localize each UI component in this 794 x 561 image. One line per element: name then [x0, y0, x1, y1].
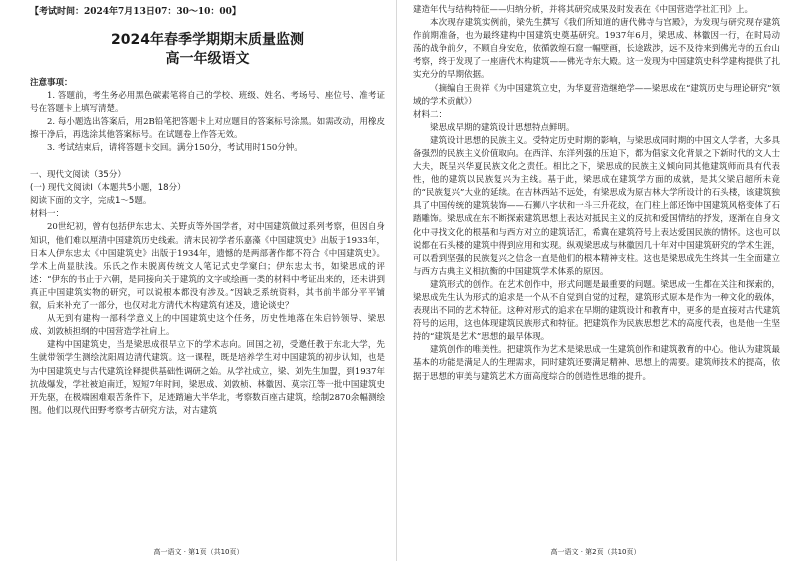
page-footer: 高一语文 · 第2页（共10页）	[550, 548, 641, 556]
notice-heading: 注意事项：	[30, 78, 73, 88]
passage-paragraph: 建构中国建筑史，当是梁思成很早立下的学术志向。回国之初，受邀任教于东北大学，先生就带领学生测绘沈阳周边清代建筑。这一课程，既是培养学生对中国建筑的初步认知，也是为中国建筑史与古代建筑诠释提供基础性调研之始。从学社成立，梁、刘先生加盟，到1937年抗战爆发，学社被迫南迁，短短7年时间，梁思成、刘敦桢、林徽因、莫宗江等一批中国建筑史开先驱，在极端困难艰苦条件下，足迹踏遍大半华北，考察数百座古建筑，绘制2870余幅测绘图。他们以现代田野考察考古研究方法，对古建筑	[30, 340, 385, 416]
passage-paragraph: 20世纪初，曾有包括伊东忠太、关野贞等外国学者，对中国建筑做过系列考察，但因自身知识，他们难以厘清中国建筑历史线索。清末民初学者乐嘉藻《中国建筑史》出版于1933年，日本人伊东忠太《中国建筑史》出版于1934年，遗憾的是两部著作都不符合《中国建筑史》。学术上尚显肤浅。乐氏之作未脱离传统文人笔记式史学窠臼；伊东忠太书，如梁思成的评述：“伊东的书止于六朝，是同接向关于建筑的文字或绘画一类的材料中考证出来的，还未讲到真正中国建筑实物的研究，可以说根本都没有涉及。”因缺乏系统资料，其书前半部分平平铺叙，后来补充了一部分，也仅对北方清代木构建筑有述及，遗论谈史？	[30, 222, 385, 312]
right-page	[397, 0, 794, 561]
passage-paragraph: 建筑创作的唯美性。把建筑作为艺术是梁思成一生建筑创作和建筑教育的中心。他认为建筑最基本的功能是满足人的生理需求，同时建筑还要满足精神、思想上的需要。建筑师技术的提高，依据于思想的审美与建筑艺术方面高度综合的创造性思维的提升。	[413, 345, 780, 382]
page-footer: 高一语文 · 第1页（共10页）	[153, 548, 244, 556]
passage-paragraph: 建造年代与结构特征——归纳分析，并将其研究成果及时发表在《中国营造学社汇刊》上。	[413, 5, 754, 15]
notice-item: 2. 每小题选出答案后，用2B铅笔把答题卡上对应题目的答案标号涂黑。如需改动，用橡皮擦干净后，再选涂其他答案标号。在试题卷上作答无效。	[30, 117, 385, 141]
passage-paragraph: 梁思成早期的建筑设计思想特点鲜明。	[430, 122, 575, 133]
subsection-heading: (一) 现代文阅读Ⅰ（本题共5小题，18分）	[30, 183, 186, 194]
passage-paragraph: 建筑设计思想的民族主义。受特定历史时期的影响，与梁思成同时期的中国文人学者，大多具备强烈的民族主义价值取向。在西洋、东洋列强的压迫下，都为倡家文化背景之下新时代的文人士大夫，既呈兴华夏民族文化之责任。相比之下，梁思成的民族主义倾向同其他建筑师而具有代表性，他的建筑以民族复兴为主线。基于此，梁思成在建筑学方面的成就，是其父梁启超所未竟的“民族复兴”大业的延续。在吉林西站不远处，有梁思成为原吉林大学所设计的石头楼，该建筑独具了中国传统的建筑装饰——石狮八字状和一斗三升花纹，在门柱上部还饰中国建筑风格变体了石踏雕饰。梁思成在东不断探索建筑思想上表达对抵民主义的反抗和爱国情结的抒发，逐渐在自身文化中寻找文化的根基和与西方对立的建筑话汇，希冀在建筑符号上表达爱国民族的情怀。这也可以说都在石头楼的建筑中得到应用和实现。纵观梁思成与林徽因几十年对中国建筑研究的学术生涯，可以看到坚强的民族复兴之信念一直是他们的根本精神支柱。这也是梁思成先生终其一生全面建立与西方古典主义相抗衡的中国建筑学术体系的原因。	[413, 135, 780, 277]
notice-item: 3. 考试结束后，请将答题卡交回。满分150分，考试用时150分钟。	[47, 143, 303, 154]
instruction: 阅读下面的文字，完成1～5题。	[30, 196, 152, 207]
material-label: 材料二：	[413, 109, 448, 120]
exam-time: 【考试时间：2024年7月13日07：30～10：00】	[30, 7, 241, 17]
section-heading: 一、现代文阅读（35分）	[30, 170, 126, 181]
passage-paragraph: 从无到有建构一部科学意义上的中国建筑史这个任务，历史性地落在朱启钤领导、梁思成、刘敦桢担纲的中国营造学社肩上。	[30, 314, 385, 338]
notice-item: 1. 答题前，考生务必用黑色碳素笔将自己的学校、班级、姓名、考场号、座位号、准考证号在答题卡上填写清楚。	[30, 91, 385, 115]
passage-paragraph: 本次现存建筑实例前，梁先生撰写《我们所知道的唐代佛寺与宫殿》，为发现与研究现存建筑作前期准备，也为最终建构中国建筑史奠基研究。1937年6月，梁思成、林徽因一行，在时局动荡的战争前夕，不顾自身安危，依循敦煌石窟一幅壁画，长途跋涉，远不及待来到佛光寺的五台山考察，终于发现了一座唐代木构建筑——佛光寺东大殿。这一发现为中国建筑史科学建构提供了扎实充分的早期依据。	[413, 18, 780, 81]
exam-subtitle: 高一年级语文	[165, 51, 250, 67]
exam-title: 2024年春季学期期末质量监测	[111, 32, 304, 48]
source-citation: （摘编自王贵祥《为中国建筑立史，为华夏营造继绝学——梁思成在“建筑历史与理论研究”领域的学术贡献》）	[413, 83, 780, 107]
material-label: 材料一：	[30, 209, 65, 220]
passage-paragraph: 建筑形式的创作。在艺术创作中，形式问题是最重要的问题。梁思成一生都在关注和探索的，梁思成先生认为形式的追求是一个从不自觉到自觉的过程，建筑形式原本是作为一种文化的载体，表现出不同的艺术特征。这种对形式的追求在早期的建筑设计和教育中，更多的是直接对古代建筑符号的运用，这也体现建筑民族形式和特征。把建筑作为民族思想艺术的高度代表，也是他一生坚持的“建筑是艺术”思想的最早体现。	[413, 279, 780, 343]
